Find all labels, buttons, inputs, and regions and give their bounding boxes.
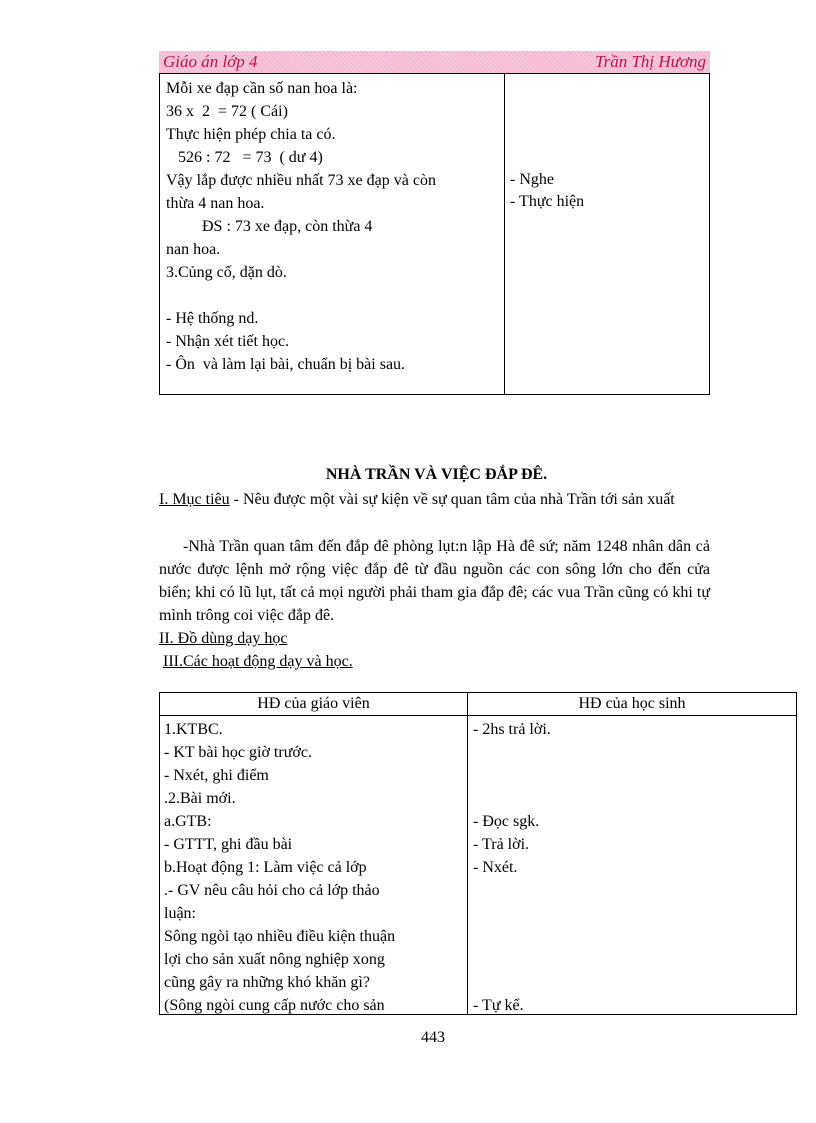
table-1 bbox=[159, 74, 710, 395]
table-2-line bbox=[473, 948, 773, 971]
table-2-line bbox=[473, 741, 773, 764]
table-1-line: - Hệ thống nd. bbox=[166, 310, 259, 327]
objective-heading: I. Mục tiêu bbox=[159, 491, 230, 508]
table-2-header-row bbox=[160, 693, 796, 716]
table-2-line: lợi cho sản xuất nông nghiệp xong bbox=[164, 951, 385, 968]
table-1-line: - Thực hiện bbox=[510, 193, 585, 210]
table-2-line: - Đọc sgk. bbox=[473, 813, 540, 830]
table-1-line: - Nhận xét tiết học. bbox=[166, 333, 290, 350]
objective-text: - Nêu được một vài sự kiện về sự quan tâm của nhà Trần tới sản xuất bbox=[229, 491, 675, 508]
table-1-line: 526 : 72 = 73 ( dư 4) bbox=[166, 149, 323, 166]
table-1-line: Vậy lắp được nhiều nhất 73 xe đạp và còn bbox=[166, 172, 436, 189]
table-2-line: 1.KTBC. bbox=[164, 721, 223, 738]
table-2-line bbox=[473, 787, 773, 810]
table-1-col-2 bbox=[510, 169, 700, 213]
table-1-line bbox=[166, 284, 500, 307]
table-2-line: - GTTT, ghi đầu bài bbox=[164, 836, 293, 853]
table-2-line bbox=[473, 971, 773, 994]
table-2-line: - Nxét. bbox=[473, 859, 518, 876]
table-2-line bbox=[473, 902, 773, 925]
table-2-col-1 bbox=[164, 718, 462, 1017]
table-2-line: - Nxét, ghi điểm bbox=[164, 767, 269, 784]
table-2-line: luận: bbox=[164, 905, 196, 922]
table-1-line: Mỗi xe đạp cần số nan hoa là: bbox=[166, 80, 358, 97]
table-2 bbox=[159, 692, 797, 1015]
lesson-title: NHÀ TRẦN VÀ VIỆC ĐẮP ĐÊ. bbox=[325, 466, 548, 483]
page-header bbox=[159, 51, 710, 74]
table-2-line: b.Hoạt động 1: Làm việc cả lớp bbox=[164, 859, 367, 876]
page-number: 443 bbox=[421, 1029, 445, 1046]
table-1-line: 3.Củng cố, dặn dò. bbox=[166, 264, 287, 281]
table-2-line: - Tự kể. bbox=[473, 997, 524, 1014]
table-2-line: Sông ngòi tạo nhiều điều kiện thuận bbox=[164, 928, 396, 945]
table-1-divider bbox=[504, 74, 505, 394]
table-2-line: .2.Bài mới. bbox=[164, 790, 236, 807]
table-1-line: thừa 4 nan hoa. bbox=[166, 195, 265, 212]
table-2-line: - KT bài học giờ trước. bbox=[164, 744, 312, 761]
section-2-heading: II. Đồ dùng dạy học bbox=[159, 630, 288, 647]
table-2-line: - Trả lời. bbox=[473, 836, 530, 853]
table-2-col-2 bbox=[473, 718, 773, 1017]
table-1-line: - Nghe bbox=[510, 171, 554, 188]
table-2-divider bbox=[467, 693, 468, 1014]
table-2-line: (Sông ngòi cung cấp nước cho sản bbox=[164, 997, 385, 1014]
table-1-line: Thực hiện phép chia ta có. bbox=[166, 126, 336, 143]
table-2-line bbox=[473, 925, 773, 948]
table-2-line bbox=[473, 764, 773, 787]
table-1-line: ĐS : 73 xe đạp, còn thừa 4 bbox=[166, 218, 373, 235]
table-1-line: 36 x 2 = 72 ( Cái) bbox=[166, 103, 288, 120]
table-2-line: .- GV nêu câu hỏi cho cả lớp thảo bbox=[164, 882, 380, 899]
objective-detail: -Nhà Trần quan tâm đến đắp đê phòng lụt:n lập Hà đê sứ; năm 1248 nhân dân cả nước được lệnh mở rộng việc đắp đê từ đầu nguồn các con sông lớn cho đến cửa biển; khi có lũ lụt, tất cả mọi người phải tham gia đắp đê; các vua Trần cũng có khi tự mình trông coi việc đắp đê. bbox=[159, 538, 710, 624]
section-3-heading: III.Các hoạt động dạy và học. bbox=[163, 653, 353, 670]
header-left: Giáo án lớp 4 bbox=[163, 52, 258, 71]
table-2-line: cũng gây ra những khó khăn gì? bbox=[164, 974, 370, 991]
table-1-line: - Ôn và làm lại bài, chuẩn bị bài sau. bbox=[166, 356, 406, 373]
table-1-col-1 bbox=[166, 77, 500, 376]
table-2-line: - 2hs trả lời. bbox=[473, 721, 551, 738]
table-1-line: nan hoa. bbox=[166, 241, 221, 258]
table-2-line bbox=[473, 879, 773, 902]
objective-paragraph bbox=[159, 488, 710, 511]
table-2-line: a.GTB: bbox=[164, 813, 212, 830]
header-right: Trần Thị Hương bbox=[595, 52, 706, 71]
table-2-header-teacher: HĐ của giáo viên bbox=[257, 695, 370, 712]
table-2-header-student: HĐ của học sinh bbox=[578, 695, 686, 712]
